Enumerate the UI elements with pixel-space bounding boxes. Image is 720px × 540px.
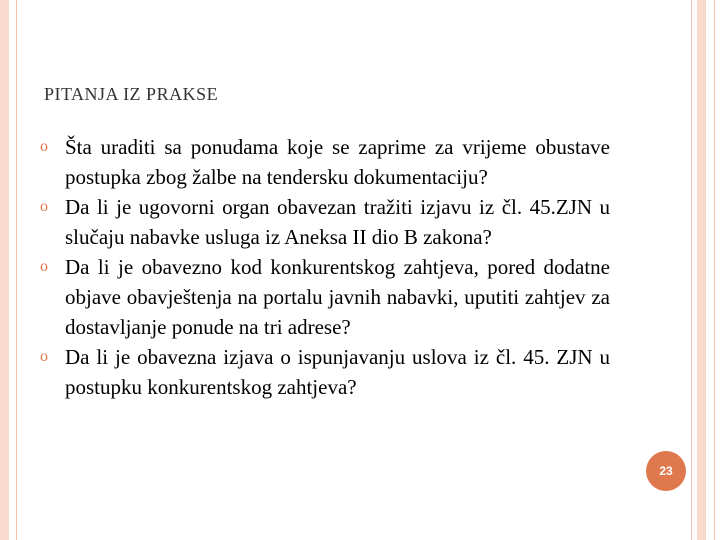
page-number-badge: 23 — [646, 451, 686, 491]
question-text: Šta uraditi sa ponudama koje se zaprime za vrijeme obustave postupka zbog žalbe na tendersku dokumentaciju? — [65, 135, 610, 189]
bullet-circle-icon: o — [40, 138, 48, 155]
question-list — [40, 132, 610, 402]
bullet-circle-icon: o — [40, 258, 48, 275]
slide-title: PITANJA IZ PRAKSE — [44, 84, 219, 104]
right-frame-band — [697, 0, 706, 540]
right-frame-line-inner — [714, 0, 715, 540]
question-item-2 — [40, 192, 610, 252]
question-item-3 — [40, 252, 610, 342]
question-item-4 — [40, 342, 610, 402]
left-frame-band — [0, 0, 9, 540]
question-text: Da li je obavezno kod konkurentskog zahtjeva, pored dodatne objave obavještenja na portalu javnih nabavki, uputiti zahtjev za dostavljanje ponude na tri adrese? — [65, 255, 610, 339]
left-frame-line — [16, 0, 17, 540]
right-frame-line-outer — [691, 0, 692, 540]
question-text: Da li je obavezna izjava o ispunjavanju uslova iz čl. 45. ZJN u postupku konkurentskog zahtjeva? — [65, 345, 610, 399]
bullet-circle-icon: o — [40, 198, 48, 215]
bullet-circle-icon: o — [40, 348, 48, 365]
question-text: Da li je ugovorni organ obavezan tražiti izjavu iz čl. 45.ZJN u slučaju nabavke usluga iz Aneksa II dio B zakona? — [65, 195, 610, 249]
question-item-1 — [40, 132, 610, 192]
